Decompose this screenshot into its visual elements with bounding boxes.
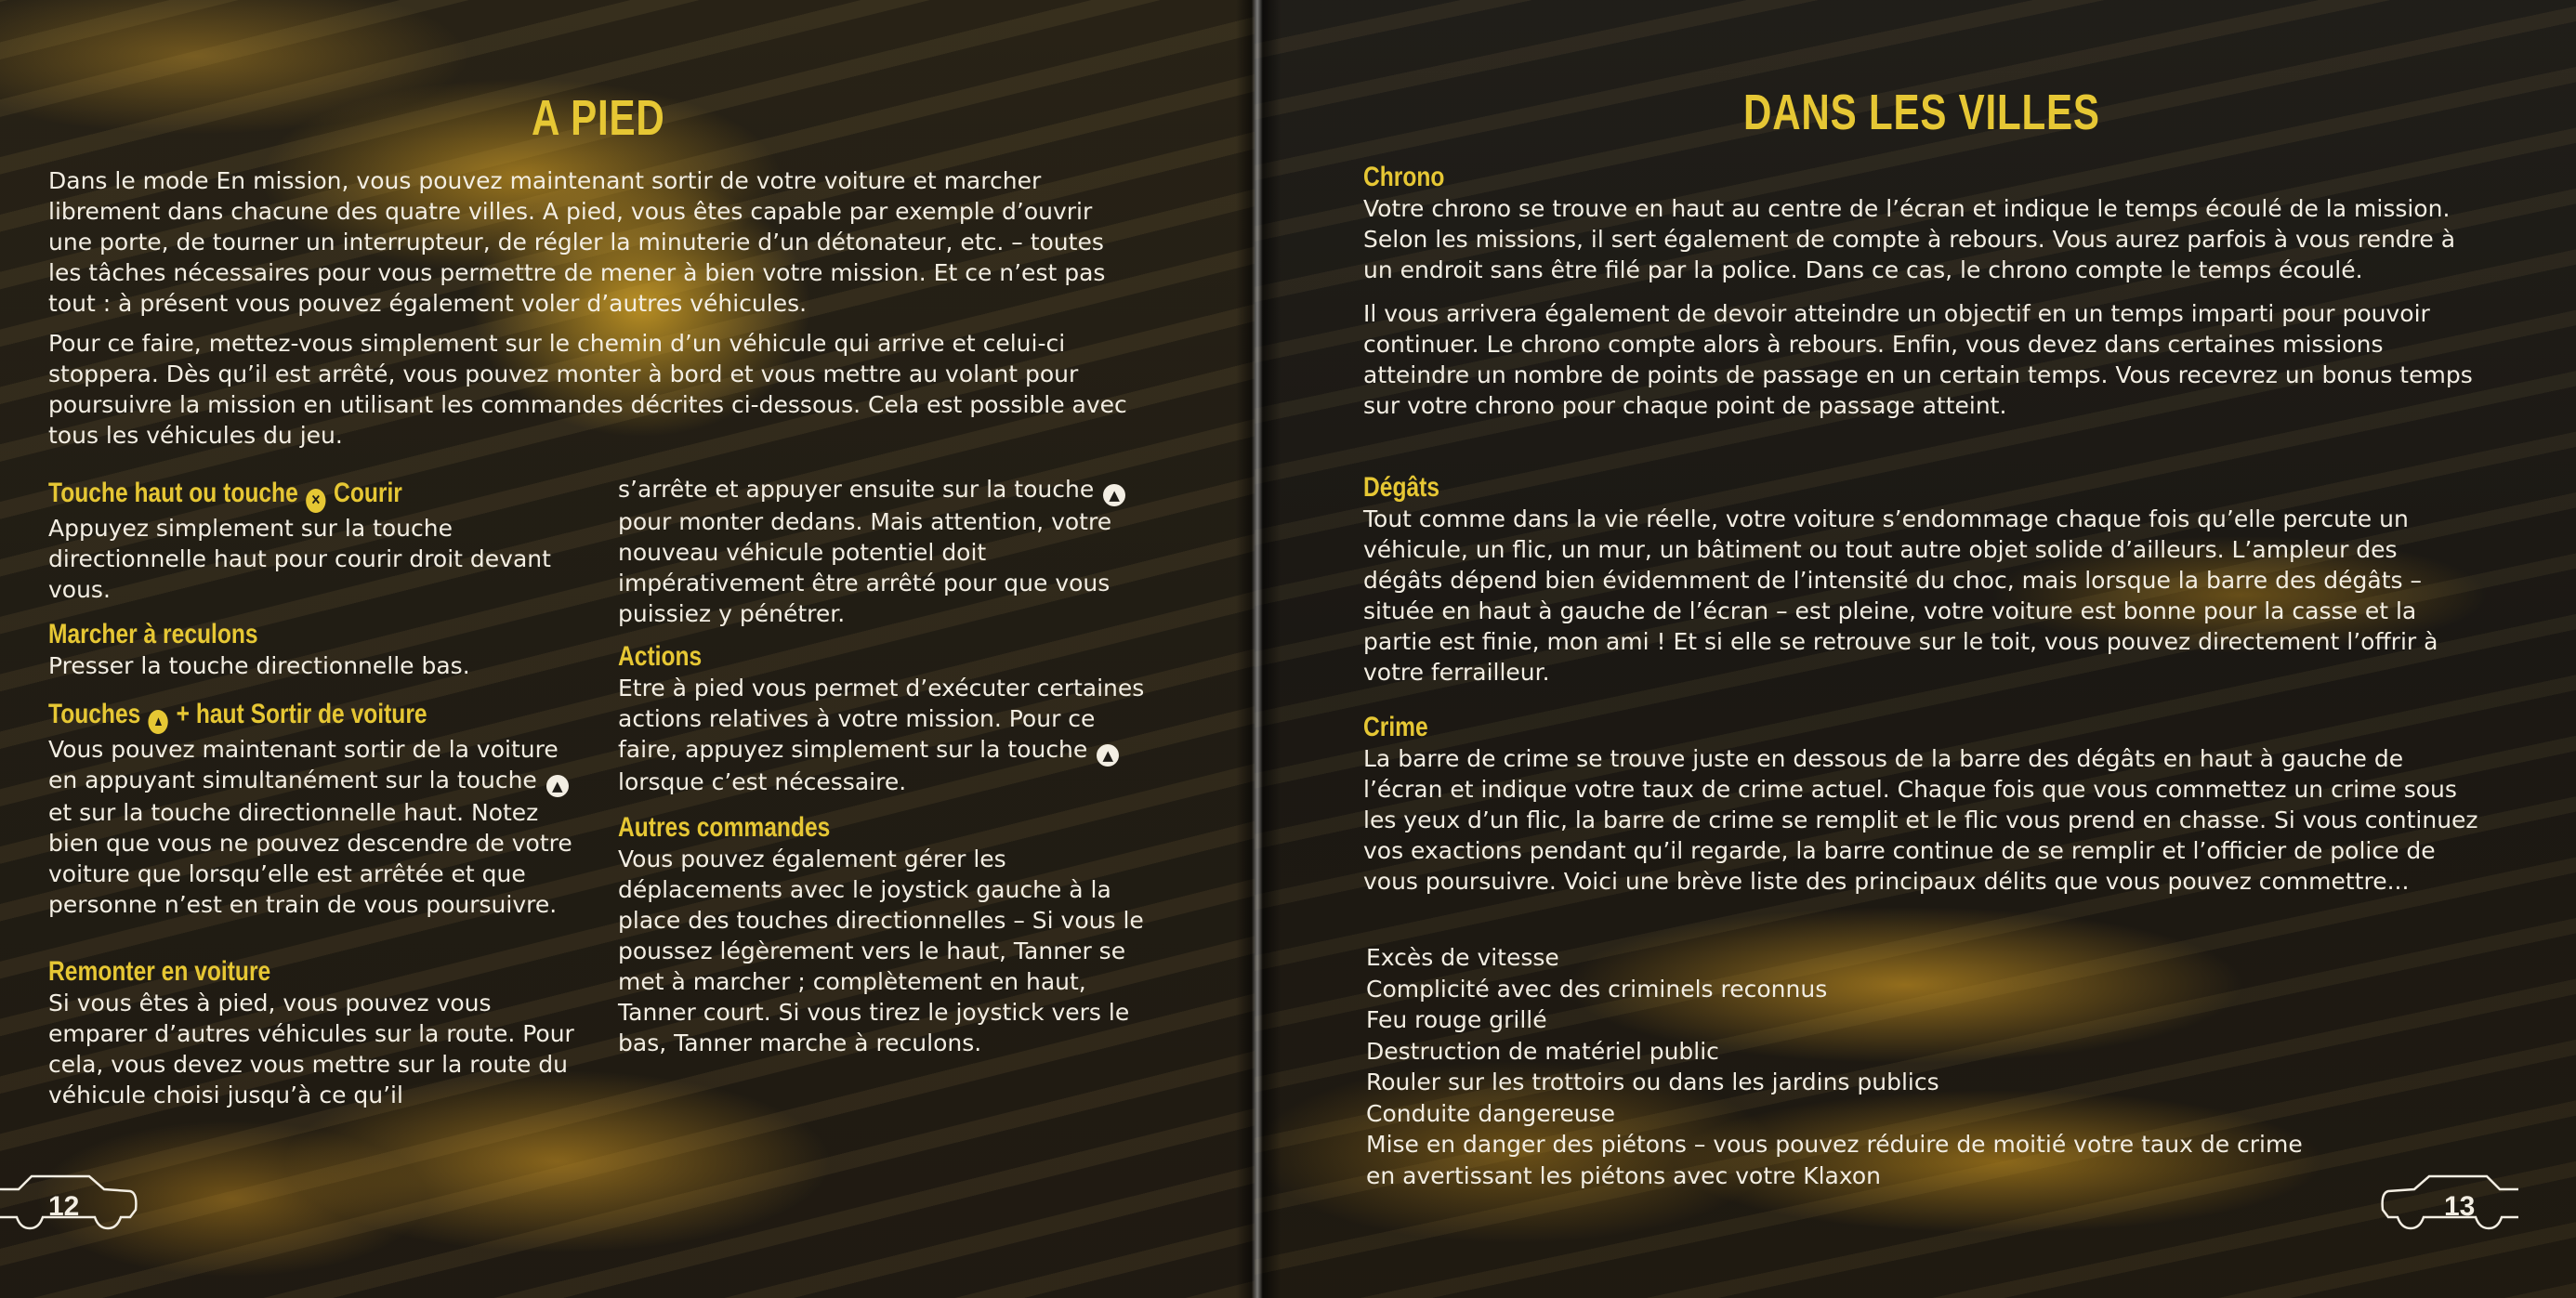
heading-courir xyxy=(48,478,482,513)
body-chrono-1: Votre chrono se trouve en haut au centre de l’écran et indique le temps écoulé de la mission. Selon les missions, il sert également de compte à rebours. Vous aurez parfois à vous rendre à un endroit sans être filé par la police. Dans ce cas, le chrono compte le temps écoulé. xyxy=(1363,195,2456,283)
crime-offence-list xyxy=(1366,942,2481,1191)
list-item: Rouler sur les trottoirs ou dans les jardins publics xyxy=(1366,1069,1939,1095)
list-item: Conduite dangereuse xyxy=(1366,1099,1616,1127)
body-actions-text-b: lorsque c’est nécessaire. xyxy=(618,768,907,795)
intro-paragraph-1: Dans le mode En mission, vous pouvez maintenant sortir de votre voiture et marcher librement dans chacune des quatre villes. A pied, vous êtes capable par exemple d’ouvrir une porte, de tourner un interrupteur, de régler la minuterie d’un détonateur, etc. – toutes les tâches nécessaires pour vous permettre de mener à bien votre mission. Et ce n’est pas tout : à présent vous pouvez également voler d’autres véhicules. xyxy=(48,167,1106,317)
list-item: Complicité avec des criminels reconnus xyxy=(1366,975,1828,1003)
triangle-button-icon: ▲ xyxy=(1103,484,1125,506)
list-item: Feu rouge grillé xyxy=(1366,1006,1547,1033)
body-actions xyxy=(618,673,1157,797)
heading-courir-text-b: Courir xyxy=(334,478,402,508)
right-page xyxy=(1255,0,2576,1298)
heading-sortir-text-a: Touches xyxy=(48,699,141,729)
page-title-dans-les-villes: DANS LES VILLES xyxy=(1743,85,2100,140)
triangle-button-icon: ▲ xyxy=(546,775,569,797)
section-remonter xyxy=(48,956,578,1110)
body-sortir-text-b: et sur la touche directionnelle haut. Notez bien que vous ne pouvez descendre de votre voiture que lorsqu’elle est arrêtée et que personne n’est en train de vous poursuivre. xyxy=(48,799,572,918)
heading-courir-text-a: Touche haut ou touche xyxy=(48,478,298,508)
section-degats xyxy=(1363,472,2478,688)
section-remonter-continued xyxy=(618,474,1157,629)
body-remonter-cont-text-a: s’arrête et appuyer ensuite sur la touche xyxy=(618,476,1095,503)
heading-degats: Dégâts xyxy=(1363,472,1440,503)
heading-actions: Actions xyxy=(618,641,703,672)
body-crime: La barre de crime se trouve juste en dessous de la barre des dégâts en haut à gauche de l’écran et indique votre taux de crime actuel. Chaque fois que vous commettez un crime sous les yeux d’un flic, la barre de crime se remplit et le flic vous prend en chasse. Si vous continuez vos exactions pendant qu’il regarde, la barre continue de se remplir et l’officier de police de vous poursuivre. Voici une brève liste des principaux délits que vous pouvez commettre... xyxy=(1363,745,2478,895)
body-remonter-cont xyxy=(618,474,1157,629)
triangle-button-icon: ▲ xyxy=(149,710,168,734)
section-crime xyxy=(1363,712,2478,897)
section-sortir xyxy=(48,699,578,920)
page-number-right: 13 xyxy=(2444,1191,2476,1222)
book-gutter xyxy=(1236,0,1281,1298)
page-number-badge-left xyxy=(0,1173,139,1238)
body-actions-text-a: Etre à pied vous permet d’exécuter certaines actions relatives à votre mission. Pour ce faire, appuyez simplement sur la touche xyxy=(618,675,1145,763)
page-title-a-pied: A PIED xyxy=(532,90,665,146)
triangle-button-icon: ▲ xyxy=(1097,744,1119,767)
list-item: en avertissant les piétons avec votre Klaxon xyxy=(1366,1161,1882,1189)
section-courir xyxy=(48,478,578,605)
heading-autres: Autres commandes xyxy=(618,812,831,843)
left-page xyxy=(0,0,1255,1298)
body-sortir xyxy=(48,734,578,920)
section-chrono xyxy=(1363,162,2478,421)
page-number-badge-right xyxy=(2379,1173,2518,1238)
intro-paragraph-2: Pour ce faire, mettez-vous simplement sur le chemin d’un véhicule qui arrive et celui-ci stoppera. Dès qu’il est arrêté, vous pouvez monter à bord et vous mettre au volant pour poursuivre la mission en utilisant les commandes décrites ci-dessous. Cela est possible avec tous les véhicules du jeu. xyxy=(48,330,1127,449)
heading-reculons: Marcher à reculons xyxy=(48,619,258,649)
body-courir: Appuyez simplement sur la touche directionnelle haut pour courir droit devant vous. xyxy=(48,515,551,603)
body-degats: Tout comme dans la vie réelle, votre voiture s’endommage chaque fois qu’elle percute un véhicule, un flic, un mur, un bâtiment ou tout autre objet solide d’ailleurs. L’ampleur des dégâts dépend bien évidemment de l’intensité du choc, mais lorsque la barre des dégâts – située en haut à gauche de l’écran – est pleine, votre voiture est bonne pour la casse et la partie est finie, mon ami ! Et si elle se retrouve sur le toit, vous pouvez directement l’offrir à votre ferrailleur. xyxy=(1363,505,2438,686)
body-chrono-2: Il vous arrivera également de devoir atteindre un objectif en un temps imparti pour pouvoir continuer. Le chrono compte alors à rebours. Enfin, vous devez dans certaines missions atteindre un nombre de points de passage en un certain temps. Vous recevrez un bonus temps sur votre chrono pour chaque point de passage atteint. xyxy=(1363,300,2473,419)
body-remonter-cont-text-b: pour monter dedans. Mais attention, votre nouveau véhicule potentiel doit impérativement être arrêté pour que vous puissiez y pénétrer. xyxy=(618,508,1112,627)
heading-crime: Crime xyxy=(1363,712,1428,742)
heading-sortir xyxy=(48,699,482,734)
cross-button-icon: ✕ xyxy=(306,489,325,513)
page-number-left: 12 xyxy=(48,1191,80,1222)
heading-remonter: Remonter en voiture xyxy=(48,956,271,987)
body-remonter: Si vous êtes à pied, vous pouvez vous emparer d’autres véhicules sur la route. Pour cela, vous devez vous mettre sur la route du véhicule choisi jusqu’à ce qu’il xyxy=(48,990,574,1108)
body-sortir-text-a: Vous pouvez maintenant sortir de la voiture en appuyant simultanément sur la touche xyxy=(48,736,559,793)
section-autres xyxy=(618,812,1157,1058)
list-item: Destruction de matériel public xyxy=(1366,1037,1719,1065)
section-actions xyxy=(618,641,1157,797)
list-item: Mise en danger des piétons – vous pouvez réduire de moitié votre taux de crime xyxy=(1366,1131,2303,1158)
section-reculons xyxy=(48,619,578,681)
body-autres: Vous pouvez également gérer les déplacements avec le joystick gauche à la place des touches directionnelles – Si vous le poussez légèrement vers le haut, Tanner se met à marcher ; complètement en haut, Tanner court. Si vous tirez le joystick vers le bas, Tanner marche à reculons. xyxy=(618,846,1144,1056)
heading-sortir-text-b: + haut Sortir de voiture xyxy=(176,699,427,729)
list-item: Excès de vitesse xyxy=(1366,944,1559,971)
body-reculons: Presser la touche directionnelle bas. xyxy=(48,652,470,679)
heading-chrono: Chrono xyxy=(1363,162,1445,192)
